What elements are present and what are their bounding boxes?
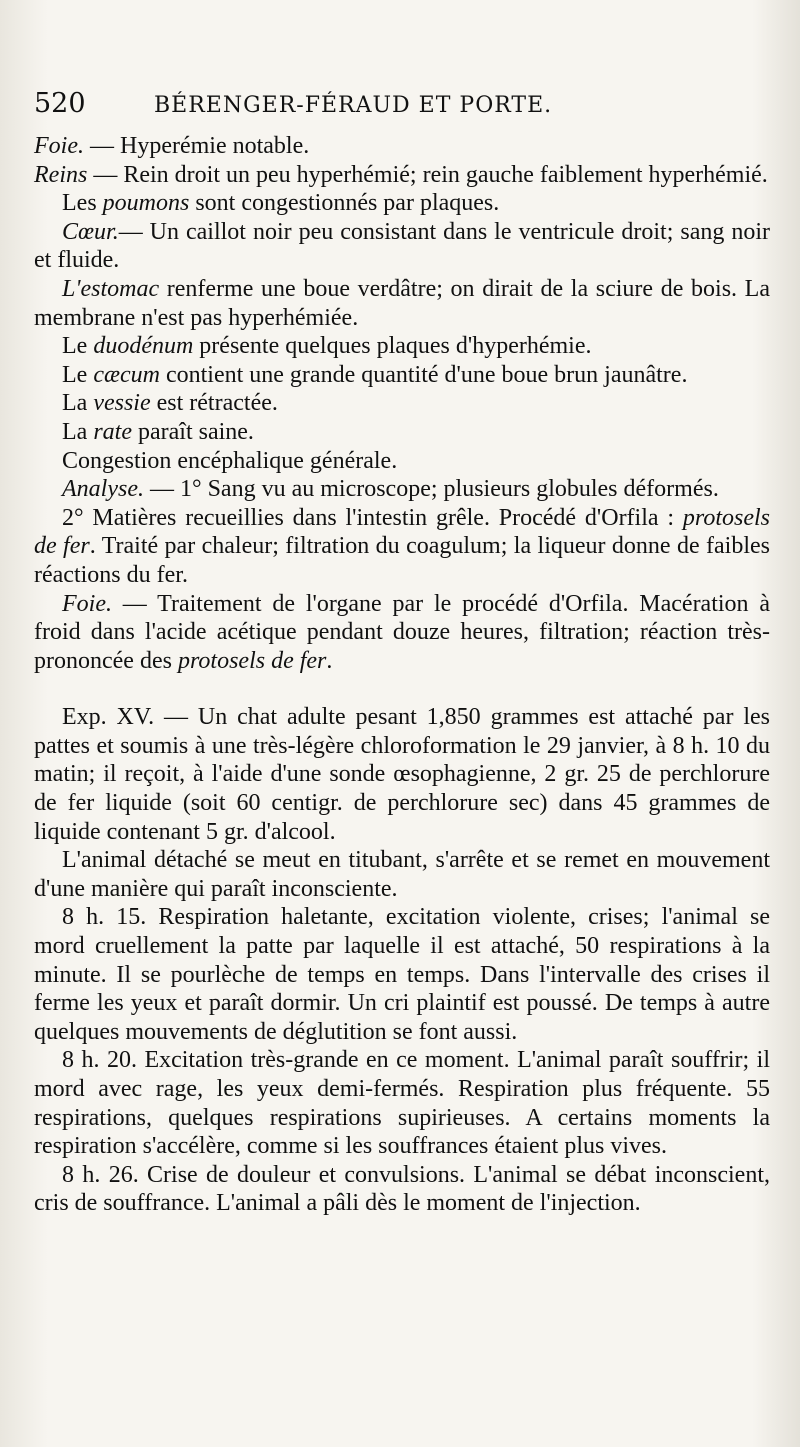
running-head: BÉRENGER-FÉRAUD ET PORTE.	[154, 93, 553, 118]
paragraph-estomac: L'estomac renferme une boue verdâtre; on dirait de la sciure de bois. La membrane n'est pas hyperhémiée.	[34, 275, 770, 331]
section-spacer	[34, 675, 770, 703]
paragraph-congestion: Congestion encéphalique générale.	[62, 447, 398, 474]
paragraph-matieres: 2° Matières recueillies dans l'intestin grêle. Procédé d'Orfila : protosels de fer. Traité par chaleur; filtration du coagulum; la liqueur donne de faibles réactions du fer.	[34, 504, 770, 588]
page-number: 520	[34, 88, 86, 119]
paragraph-experience-xv: Exp. XV. — Un chat adulte pesant 1,850 grammes est attaché par les pattes et soumis à une très-légère chloroformation le 29 janvier, à 8 h. 10 du matin; il reçoit, à l'aide d'une sonde œsophagienne, 2 gr. 25 de perchlorure de fer liquide (soit 60 centigr. de perchlorure sec) dans 45 grammes de liquide contenant 5 gr. d'alcool.	[34, 704, 770, 845]
paragraph-foie-traitement: Foie. — Traitement de l'organe par le procédé d'Orfila. Macération à froid dans l'acide acétique pendant douze heures, filtration; réaction très-prononcée des protosels de fer.	[34, 590, 770, 674]
paragraph-animal-detache: L'animal détaché se meut en titubant, s'arrête et se remet en mouvement d'une manière qui paraît inconsciente.	[34, 847, 770, 902]
page-header	[34, 88, 770, 128]
paragraph-foie: Foie. — Hyperémie notable.	[34, 133, 310, 159]
paragraph-rate: La rate paraît saine.	[62, 418, 254, 445]
paragraph-analyse: Analyse. — 1° Sang vu au microscope; plusieurs globules déformés.	[62, 476, 719, 503]
paragraph-8h26: 8 h. 26. Crise de douleur et convulsions. L'animal se débat inconscient, cris de souffrance. L'animal a pâli dès le moment de l'injection.	[34, 1161, 770, 1217]
paragraph-coeur: Cœur.— Un caillot noir peu consistant dans le ventricule droit; sang noir et fluide.	[34, 218, 770, 274]
paragraph-reins: Reins — Rein droit un peu hyperhémié; rein gauche faiblement hyperhémié.	[34, 161, 768, 188]
paragraph-8h20: 8 h. 20. Excitation très-grande en ce moment. L'animal paraît souffrir; il mord avec rage, les yeux demi-fermés. Respiration plus fréquente. 55 respirations, quelques respirations supirieuses. A certains moments la respiration s'accélère, comme si les souffrances étaient plus vives.	[34, 1047, 770, 1160]
body-text	[34, 132, 770, 1218]
paragraph-duodenum: Le duodénum présente quelques plaques d'hyperhémie.	[62, 333, 592, 360]
paragraph-8h15: 8 h. 15. Respiration haletante, excitation violente, crises; l'animal se mord cruellement la patte par laquelle il est attaché, 50 respirations à la minute. Il se pourlèche de temps en temps. Dans l'intervalle des crises il ferme les yeux et paraît dormir. Un cri plaintif est poussé. De temps à autre quelques mouvements de déglutition se font aussi.	[34, 904, 770, 1045]
paragraph-vessie: La vessie est rétractée.	[62, 390, 278, 417]
paragraph-poumons: Les poumons sont congestionnés par plaques.	[62, 190, 500, 217]
paragraph-caecum: Le cæcum contient une grande quantité d'une boue brun jaunâtre.	[62, 361, 688, 388]
